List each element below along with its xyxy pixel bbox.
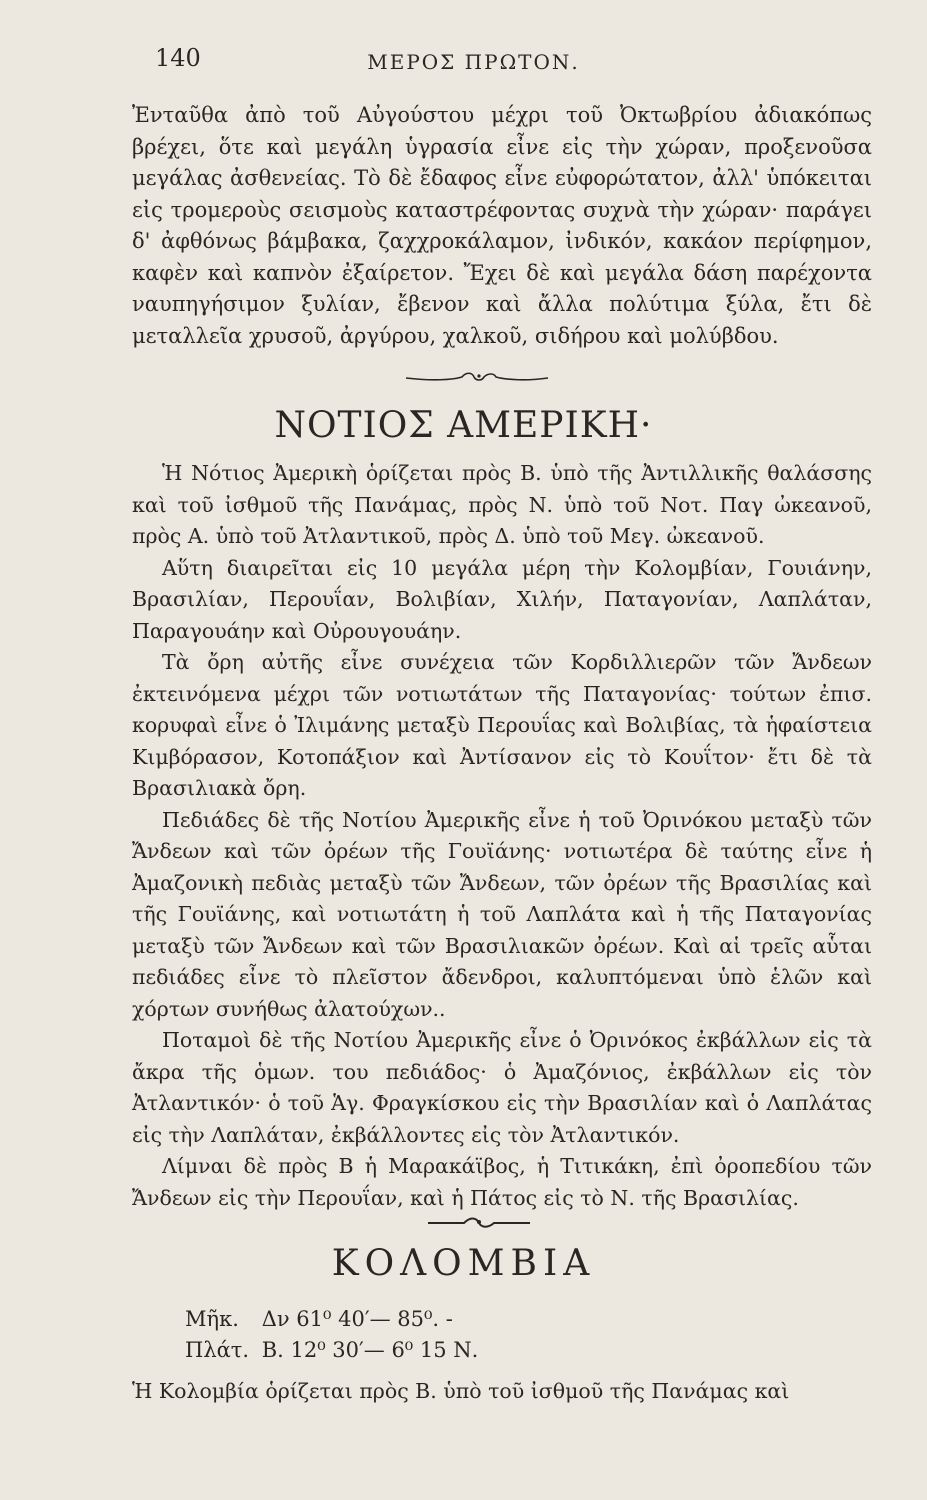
colombia-first-line: Ἡ Κολομβία ὁρίζεται πρὸς Β. ὑπὸ τοῦ ἰσθμοῦ τῆς Πανάμας καὶ	[132, 1379, 790, 1403]
south-america-text	[132, 458, 872, 1214]
longitude-row	[185, 1304, 478, 1335]
section-title-colombia: ΚΟΛΟΜΒΙΑ	[331, 1243, 596, 1284]
page-number: 140	[155, 44, 201, 72]
page-header	[130, 44, 817, 84]
paragraph-borders: Ἡ Νότιος Ἀμερικὴ ὁρίζεται πρὸς Β. ὑπὸ τῆς Ἀντιλλικῆς θαλάσσης καὶ τοῦ ἰσθμοῦ τῆς Πανάμας, πρὸς Ν. ὑπὸ τοῦ Νοτ. Παγ ὠκεανοῦ, πρὸς Α. ὑπὸ τοῦ Ἀτλαντικοῦ, πρὸς Δ. ὑπὸ τοῦ Μεγ. ὠκεανοῦ.	[132, 461, 872, 548]
section-title-south-america: ΝΟΤΙΟΣ ΑΜΕΡΙΚΗ·	[274, 405, 653, 446]
running-title: ΜΕΡΟΣ ΠΡΩΤΟΝ.	[367, 50, 580, 74]
intro-paragraph: Ἐνταῦθα ἀπὸ τοῦ Αὐγούστου μέχρι τοῦ Ὀκτωβρίου ἀδιακόπως βρέχει, ὅτε καὶ μεγάλη ὑγρασία εἶνε εἰς τὴν χώραν, προξενοῦσα μεγάλας ἀσθενείας. Τὸ δὲ ἔδαφος εἶνε εὐφορώτατον, ἀλλ' ὑπόκειται εἰς τρομεροὺς σεισμοὺς καταστρέφοντας συχνὰ τὴν χώραν· παράγει δ' ἀφθόνως βάμβακα, ζαχχροκάλαμον, ἰνδικόν, κακάον περίφημον, καφὲν καὶ καπνὸν ἐξαίρετον. Ἔχει δὲ καὶ μεγάλα δάση παρέχοντα ναυπηγήσιμον ξυλίαν, ἔβενον καὶ ἄλλα πολύτιμα ξύλα, ἔτι δὲ μεταλλεῖα χρυσοῦ, ἀργύρου, χαλκοῦ, σιδήρου καὶ μολύβδου.	[132, 103, 872, 348]
paragraph-mountains: Τὰ ὄρη αὐτῆς εἶνε συνέχεια τῶν Κορδιλλιερῶν τῶν Ἄνδεων ἐκτεινόμενα μέχρι τῶν νοτιωτάτων τῆς Παταγονίας· τούτων ἐπισ. κορυφαὶ εἶνε ὁ Ἰλιμάνης μεταξὺ Περουΐας καὶ Βολιβίας, τὰ ἡφαίστεια Κιμβόρασον, Κοτοπάξιον καὶ Ἀντίσανον εἰς τὸ Κουΐτον· ἔτι δὲ τὰ Βρασιλιακὰ ὄρη.	[132, 650, 872, 800]
intro-paragraph-block	[132, 100, 872, 352]
paragraph-lakes: Λίμναι δὲ πρὸς Β ἡ Μαρακάϊβος, ἡ Τιτικάκη, ἐπὶ ὀροπεδίου τῶν Ἄνδεων εἰς τὴν Περουΐαν, καὶ ἡ Πάτος εἰς τὸ Ν. τῆς Βρασιλίας.	[132, 1154, 872, 1210]
latitude-value: Β. 12⁰ 30′— 6⁰ 15 Ν.	[261, 1338, 479, 1362]
colombia-coordinates	[185, 1304, 478, 1366]
paragraph-divisions: Αὕτη διαιρεῖται εἰς 10 μεγάλα μέρη τὴν Κολομβίαν, Γουιάνην, Βρασιλίαν, Περουΐαν, Βολιβίαν, Χιλήν, Παταγονίαν, Λαπλάταν, Παραγουάην καὶ Οὐρουγουάην.	[132, 555, 872, 643]
colombia-text	[132, 1376, 872, 1408]
latitude-row	[185, 1335, 478, 1366]
longitude-value: Δν 61⁰ 40′— 85⁰. -	[261, 1307, 453, 1331]
flourish-ornament-1	[402, 368, 552, 386]
longitude-label: Μῆκ.	[185, 1307, 239, 1331]
paragraph-plains: Πεδιάδες δὲ τῆς Νοτίου Ἀμερικῆς εἶνε ἡ τοῦ Ὀρινόκου μεταξὺ τῶν Ἄνδεων καὶ τῶν ὀρέων τῆς Γουϊάνης· νοτιωτέρα δὲ ταύτης εἶνε ἡ Ἀμαζονικὴ πεδιὰς μεταξὺ τῶν Ἄνδεων, τῶν ὀρέων τῆς Βρασιλίας καὶ τῆς Γουϊάνης, καὶ νοτιωτάτη ἡ τοῦ Λαπλάτα καὶ ἡ τῆς Παταγονίας μεταξὺ τῶν Ἄνδεων καὶ τῶν Βρασιλιακῶν ὀρέων. Καὶ αἱ τρεῖς αὗται πεδιάδες εἶνε τὸ πλεῖστον ἄδενδροι, καλυπτόμεναι ὑπὸ ἑλῶν καὶ χόρτων συνήθως ἀλατούχων..	[132, 807, 872, 1021]
paragraph-rivers: Ποταμοὶ δὲ τῆς Νοτίου Ἀμερικῆς εἶνε ὁ Ὀρινόκος ἐκβάλλων εἰς τὰ ἄκρα τῆς ὁμων. του πεδιάδος· ὁ Ἀμαζόνιος, ἐκβάλλων εἰς τὸν Ἀτλαντικόν· ὁ τοῦ Ἁγ. Φραγκίσκου εἰς τὴν Βρασιλίαν καὶ ὁ Λαπλάτας εἰς τὴν Λαπλάταν, ἐκβάλλοντες εἰς τὸν Ἀτλαντικόν.	[132, 1028, 872, 1147]
latitude-label: Πλάτ.	[185, 1338, 250, 1362]
flourish-ornament-2	[424, 1214, 534, 1230]
